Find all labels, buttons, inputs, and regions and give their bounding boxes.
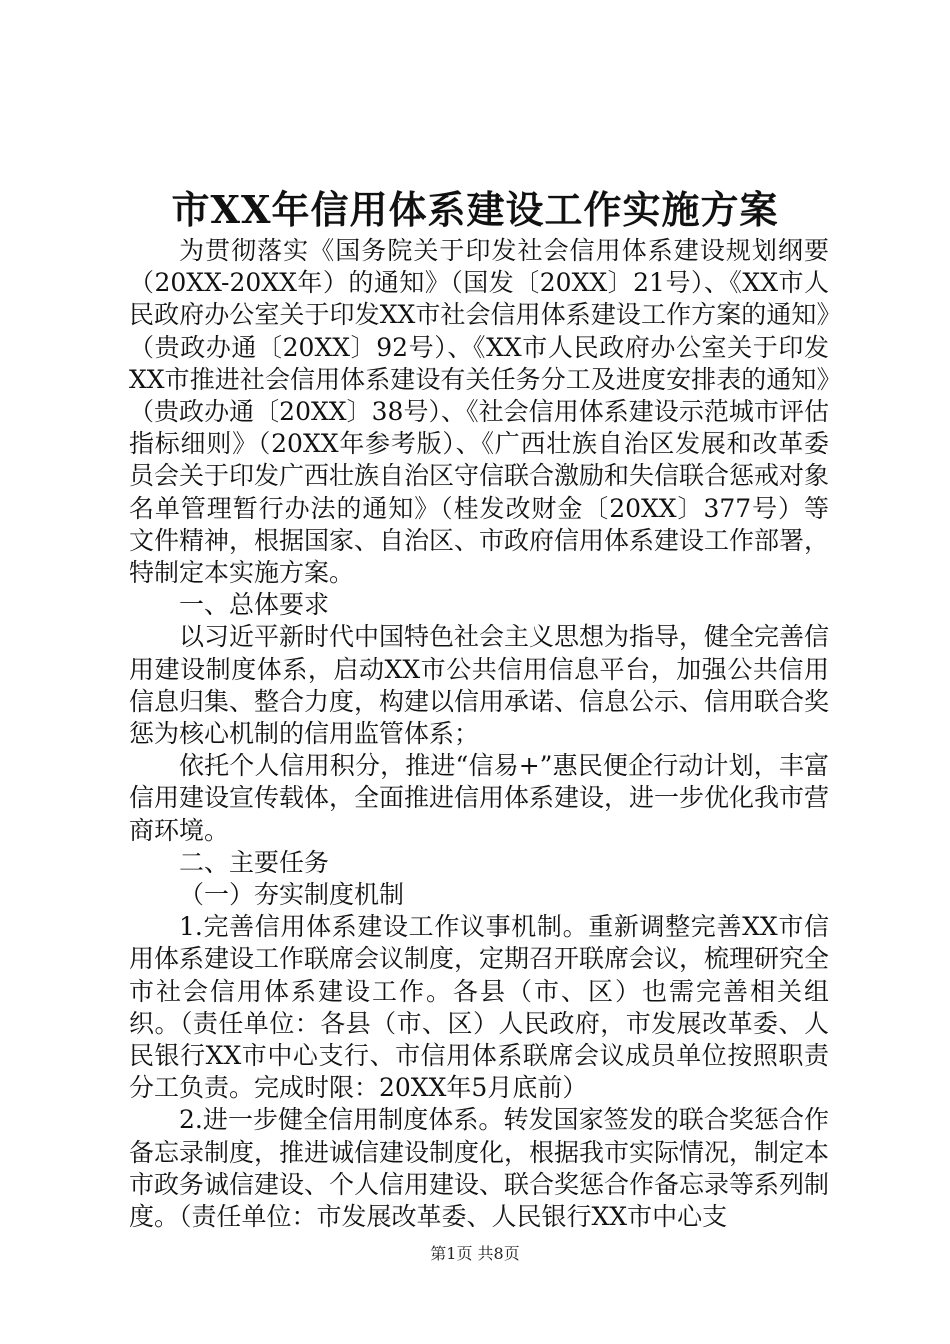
heading-general-requirements: 一、总体要求 [179,590,330,620]
paragraph-task-1: 1.完善信用体系建设工作议事机制。重新调整完善XX市信用体系建设工作联席会议制度，定期召开联席会议，梳理研究全市社会信用体系建设工作。各县（市、区）也需完善相关组织。（责任单位：各县（市、区）人民政府，市发展改革委、人民银行XX市中心支行、市信用体系联席会议成员单位按照职责分工负责。完成时限：20XX年5月底前） [129,912,830,1103]
page-footer: 第1页 共8页 [430,1244,520,1263]
subheading-system-mechanism: （一）夯实制度机制 [179,880,405,910]
document-body [129,235,829,1233]
heading-main-tasks: 二、主要任务 [179,847,330,877]
document-title: 市XX年信用体系建设工作实施方案 [171,187,779,232]
paragraph-intro: 为贯彻落实《国务院关于印发社会信用体系建设规划纲要（20XX-20XX年）的通知》（国发〔20XX〕21号）、《XX市人民政府办公室关于印发XX市社会信用体系建设工作方案的通知》（贵政办通〔20XX〕92号）、《XX市人民政府办公室关于印发XX市推进社会信用体系建设有关任务分工及进度安排表的通知》（贵政办通〔20XX〕38号）、《社会信用体系建设示范城市评估指标细则》（20XX年参考版）、《广西壮族自治区发展和改革委员会关于印发广西壮族自治区守信联合激励和失信联合惩戒对象名单管理暂行办法的通知》（桂发改财金〔20XX〕377号）等文件精神，根据国家、自治区、市政府信用体系建设工作部署，特制定本实施方案。 [129,236,830,588]
paragraph-guiding-thought: 以习近平新时代中国特色社会主义思想为指导，健全完善信用建设制度体系，启动XX市公共信用信息平台，加强公共信用信息归集、整合力度，构建以信用承诺、信息公示、信用联合奖惩为核心机制的信用监管体系； [129,622,830,749]
paragraph-task-2: 2.进一步健全信用制度体系。转发国家签发的联合奖惩合作备忘录制度，推进诚信建设制度化，根据我市实际情况，制定本市政务诚信建设、个人信用建设、联合奖惩合作备忘录等系列制度。（责任单位：市发展改革委、人民银行XX市中心支 [129,1105,830,1232]
paragraph-credit-points: 依托个人信用积分，推进“信易+”惠民便企行动计划，丰富信用建设宣传载体，全面推进信用体系建设，进一步优化我市营商环境。 [129,751,830,845]
